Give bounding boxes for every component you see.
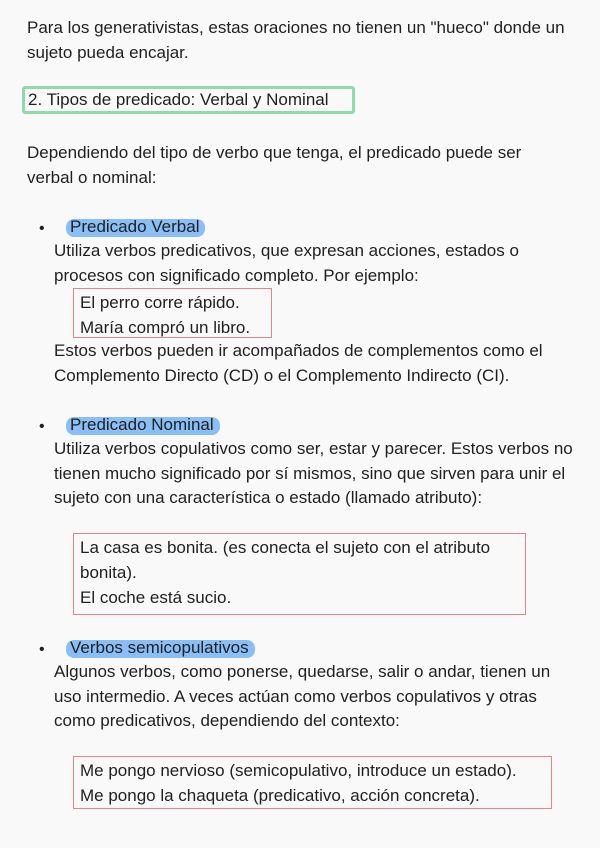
example-line: bonita). bbox=[80, 563, 137, 582]
text-predicado-verbal: Utiliza verbos predicativos, que expresan acciones, estados o procesos con significado completo. Por ejemplo: bbox=[54, 241, 519, 285]
bullet-verbal: • bbox=[39, 220, 45, 237]
intro-paragraph: Para los generativistas, estas oraciones no tienen un "hueco" donde un sujeto pueda encajar. bbox=[27, 18, 565, 62]
text-verbos-semicopulativos: Algunos verbos, como ponerse, quedarse, salir o andar, tienen un uso intermedio. A veces actúan como verbos copulativos y otras como predicativos, dependiendo del contexto: bbox=[54, 662, 551, 730]
section-heading: 2. Tipos de predicado: Verbal y Nominal bbox=[22, 86, 355, 114]
example-line: Me pongo nervioso (semicopulativo, introduce un estado). bbox=[80, 761, 517, 780]
example-line: El perro corre rápido. bbox=[80, 293, 240, 312]
example-line: María compró un libro. bbox=[80, 318, 251, 337]
title-predicado-nominal: Predicado Nominal bbox=[70, 415, 214, 434]
bullet-semicopulativos: • bbox=[39, 641, 45, 658]
example-line: La casa es bonita. (es conecta el sujeto con el atributo bbox=[80, 538, 491, 557]
example-line: Me pongo la chaqueta (predicativo, acción concreta). bbox=[80, 786, 480, 805]
examples-box-verbal bbox=[73, 288, 272, 338]
description-paragraph: Dependiendo del tipo de verbo que tenga, el predicado puede ser verbal o nominal: bbox=[27, 143, 522, 187]
examples-box-nominal bbox=[73, 533, 526, 615]
text-predicado-nominal: Utiliza verbos copulativos como ser, estar y parecer. Estos verbos no tienen mucho significado por sí mismos, sino que sirven para unir el sujeto con una característica o estado (llamado atributo): bbox=[54, 439, 573, 507]
title-verbos-semicopulativos: Verbos semicopulativos bbox=[70, 638, 249, 657]
bullet-nominal: • bbox=[39, 418, 45, 435]
examples-box-semicopulativos bbox=[73, 756, 552, 809]
after-text-verbal: Estos verbos pueden ir acompañados de complementos como el Complemento Directo (CD) o el Complemento Indirecto (CI). bbox=[54, 341, 543, 385]
example-line: El coche está sucio. bbox=[80, 588, 232, 607]
title-predicado-verbal: Predicado Verbal bbox=[70, 217, 200, 236]
